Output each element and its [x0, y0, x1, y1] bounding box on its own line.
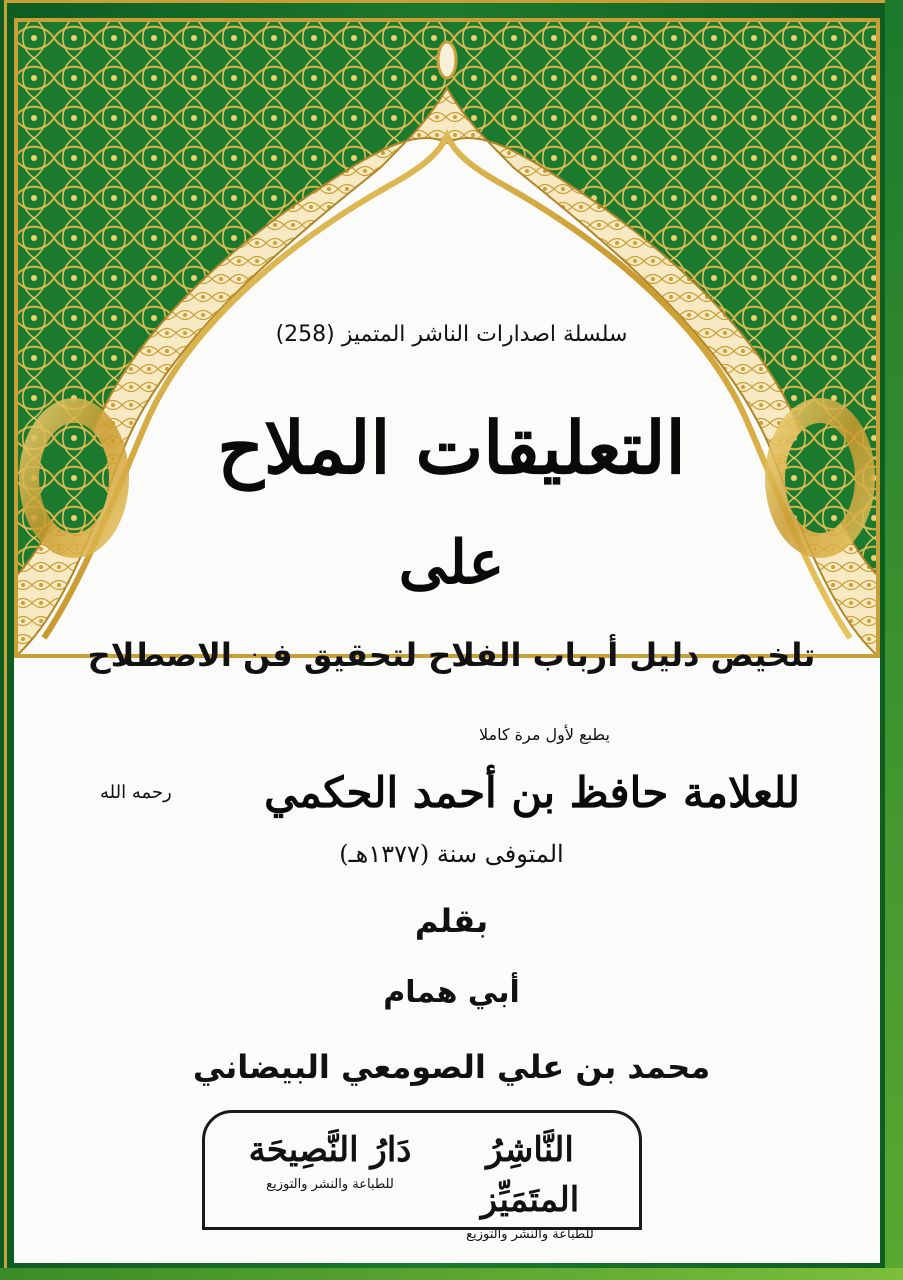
- publisher-name: دَارُ النَّصِيحَة: [248, 1130, 412, 1170]
- death-year: المتوفى سنة (١٣٧٧هـ): [339, 840, 564, 868]
- editor-name: محمد بن علي الصومعي البيضاني: [192, 1048, 711, 1086]
- publisher-tagline: للطباعة والنشر والتوزيع: [266, 1177, 394, 1192]
- book-subtitle: تلخيص دليل أرباب الفلاح لتحقيق فن الاصطلاح: [87, 636, 816, 674]
- publisher-name: النَّاشِرُ المتَمَيِّز: [480, 1130, 580, 1220]
- by-label: بقلم: [414, 902, 489, 940]
- spine-edge: [885, 0, 903, 1280]
- book-title: التعليقات الملاح: [217, 405, 686, 490]
- title-connector: على: [398, 528, 505, 598]
- honorific: رحمه الله: [100, 782, 172, 803]
- first-print-note: يطبع لأول مرة كاملا: [478, 725, 610, 744]
- series-label: سلسلة اصدارات الناشر المتميز (258): [275, 322, 628, 347]
- editor-kunya: أبي همام: [383, 975, 520, 1010]
- publisher-tagline: للطباعة والنشر والتوزيع: [466, 1227, 594, 1242]
- gold-border: [4, 0, 889, 1276]
- author-name: للعلامة حافظ بن أحمد الحكمي: [264, 768, 800, 817]
- bottom-edge: [0, 1268, 903, 1280]
